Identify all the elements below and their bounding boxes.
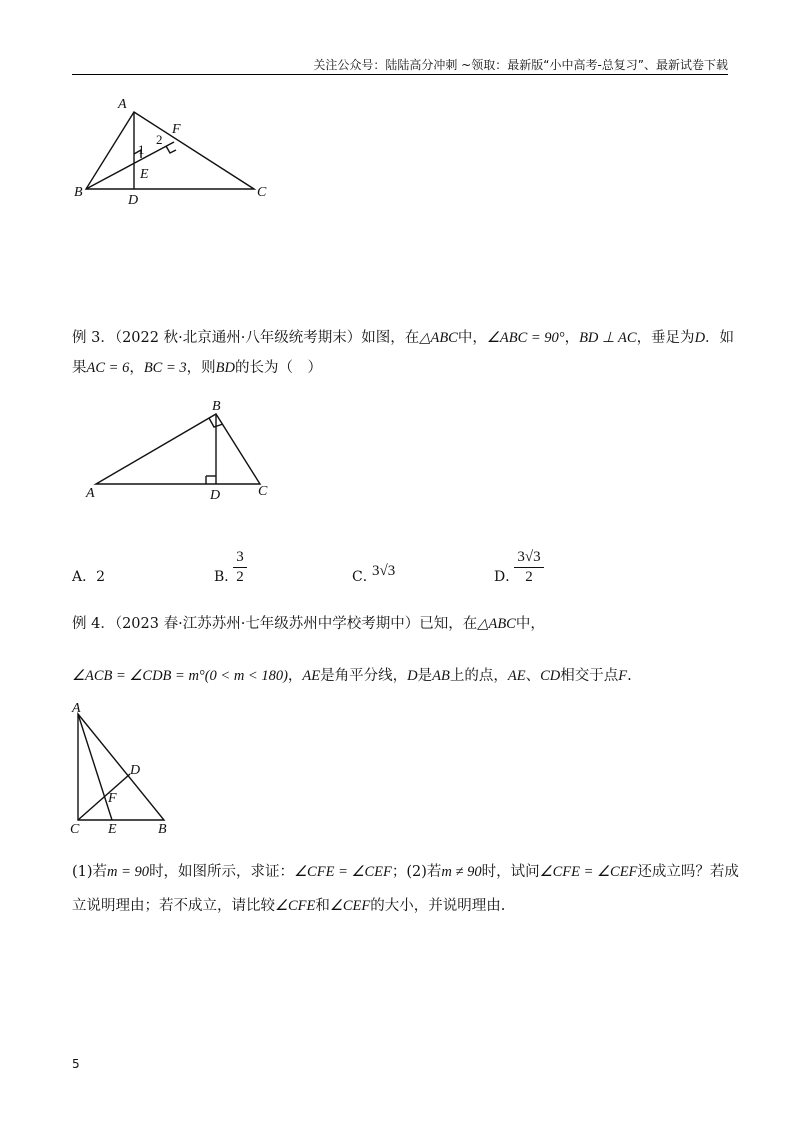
option-c-value: 3√3: [372, 563, 396, 579]
math: BD ⊥ AC: [579, 330, 637, 346]
figure-1-triangle: [70, 92, 280, 207]
math: m ≠ 90: [441, 864, 482, 880]
label-a: A: [118, 97, 127, 112]
text: 的大小，并说明理由.: [370, 898, 506, 914]
option-a: A．2: [72, 569, 106, 585]
math: AE: [302, 668, 321, 684]
text: 例 3．（2022 秋·北京通州·八年级统考期末）如图，在: [72, 330, 420, 346]
label-e: E: [140, 167, 149, 182]
label-d: D: [128, 193, 139, 207]
text: 的长为（ ）: [235, 360, 322, 376]
text: ，: [129, 360, 144, 376]
math: m = 90: [107, 864, 150, 880]
math: AB: [432, 668, 450, 684]
label-angle-1: 1: [138, 142, 145, 157]
fraction-bar: [514, 567, 544, 568]
label-e: E: [108, 822, 117, 837]
math: ∠ABC = 90°: [486, 330, 565, 346]
math: CD: [540, 668, 561, 684]
text: 中，: [457, 330, 487, 346]
text: 果: [72, 360, 87, 376]
math: AC = 6: [86, 360, 130, 376]
numerator: 3: [236, 549, 244, 565]
denominator: 2: [525, 569, 533, 585]
numerator: 3√3: [517, 549, 541, 565]
label-b: B: [158, 822, 167, 837]
label-d: D: [210, 488, 221, 503]
option-d-label: D．: [494, 569, 520, 585]
text: 时，如图所示，求证：: [149, 864, 295, 880]
math: BD: [215, 360, 235, 376]
right-angle-mark-f: [166, 146, 176, 153]
text: 和: [315, 898, 330, 914]
triangle-acb: [78, 714, 164, 820]
label-b: B: [212, 399, 221, 414]
example-4-line-1: [72, 614, 732, 634]
label-d: D: [130, 763, 141, 778]
fraction-bar: [233, 567, 247, 568]
option-d-fraction: [514, 549, 544, 586]
example-4-line-2: [72, 666, 732, 686]
example-3-line-1: [72, 328, 735, 348]
text: ，则: [186, 360, 216, 376]
text: 例 4．（2023 春·江苏苏州·七年级苏州中学校考期中）已知，在: [72, 616, 478, 632]
math: BC = 3: [143, 360, 187, 376]
math: ∠ACB = ∠CDB = m°(0 < m < 180): [72, 668, 288, 684]
label-c: C: [70, 822, 80, 837]
text: ．如: [705, 330, 735, 346]
label-f: F: [108, 791, 117, 806]
math: AE: [507, 668, 526, 684]
math: △ABC: [477, 616, 516, 632]
text: 时，试问: [481, 864, 540, 880]
math: ∠CFE = ∠CEF: [294, 864, 392, 880]
text: ，垂足为: [636, 330, 695, 346]
option-b-fraction: [233, 549, 247, 586]
text: ，: [287, 668, 303, 684]
denominator: 2: [236, 569, 244, 585]
text: .: [627, 668, 632, 684]
text: 还成立吗？若成: [637, 864, 739, 880]
label-a: A: [86, 486, 95, 501]
triangle-abc: [96, 414, 260, 484]
math: △ABC: [419, 330, 458, 346]
option-b-label: B．: [214, 569, 239, 585]
text: 中，: [515, 616, 545, 632]
triangle-abc: [86, 112, 254, 189]
math: F: [618, 668, 628, 684]
question-line-1: [72, 862, 739, 882]
figure-3-triangle: [68, 700, 178, 838]
page-header: 关注公众号：陆陆高分冲刺 ~领取：最新版“小中高考-总复习”、最新试卷下载: [72, 56, 728, 75]
text: (1)若: [72, 864, 108, 880]
text: 立说明理由；若不成立，请比较: [72, 898, 275, 914]
text: 相交于点: [560, 668, 619, 684]
question-line-2: [72, 896, 732, 916]
label-a: A: [72, 701, 81, 716]
text: 是角平分线，: [320, 668, 408, 684]
label-c: C: [258, 484, 268, 499]
math: ∠CFE = ∠CEF: [539, 864, 638, 880]
math: D: [407, 668, 418, 684]
label-angle-2: 2: [156, 132, 163, 147]
label-c: C: [257, 185, 267, 200]
math: ∠CFE: [275, 898, 316, 914]
example-3-line-2: [72, 358, 732, 378]
text: ，: [564, 330, 580, 346]
math: ∠CEF: [329, 898, 371, 914]
option-c-label: C．: [352, 569, 377, 585]
figure-2-right-triangle: [80, 396, 280, 504]
label-b: B: [74, 185, 83, 200]
math: D: [694, 330, 706, 346]
page-number: 5: [72, 1057, 80, 1071]
text: 、: [525, 668, 541, 684]
text: 是: [417, 668, 433, 684]
label-f: F: [172, 122, 181, 137]
text: ；(2)若: [391, 864, 442, 880]
segment-cd: [78, 774, 130, 820]
segment-bf: [86, 142, 174, 189]
text: 上的点，: [449, 668, 508, 684]
